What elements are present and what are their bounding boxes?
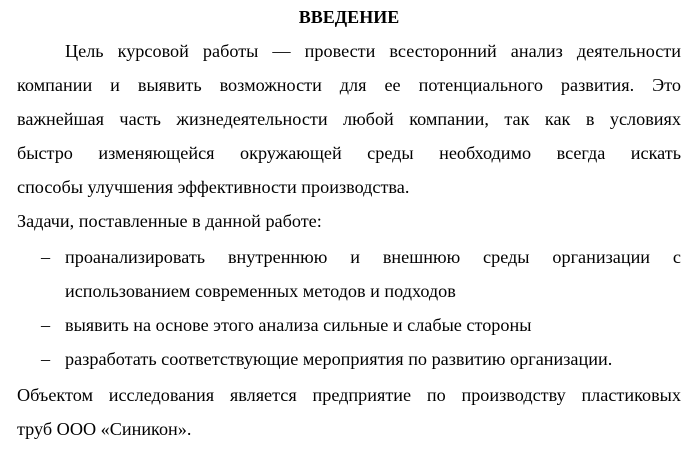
bullet-dash: – bbox=[41, 315, 51, 335]
task-item-3-text: разработать соответствующие мероприятия по развитию организации. bbox=[65, 349, 613, 369]
object-line-2: труб ООО «Синикон». bbox=[17, 419, 192, 439]
bullet-dash: – bbox=[41, 349, 51, 369]
document-title: ВВЕДЕНИЕ bbox=[298, 7, 400, 27]
task-item-1-line-2: использованием современных методов и подходов bbox=[65, 281, 456, 301]
object-line-1: Объектом исследования является предприятие по производству пластиковых bbox=[17, 385, 681, 405]
bullet-dash: – bbox=[41, 247, 51, 267]
intro-line-3: важнейшая часть жизнедеятельности любой компании, так как в условиях bbox=[17, 109, 681, 129]
intro-line-2: компании и выявить возможности для ее потенциального развития. Это bbox=[17, 75, 681, 95]
tasks-intro: Задачи, поставленные в данной работе: bbox=[17, 211, 322, 231]
task-item-2-text: выявить на основе этого анализа сильные и слабые стороны bbox=[65, 315, 532, 335]
intro-line-4: быстро изменяющейся окружающей среды необходимо всегда искать bbox=[17, 143, 681, 163]
task-item-1-line-1: проанализировать внутреннюю и внешнюю среды организации с bbox=[65, 247, 681, 267]
intro-line-5: способы улучшения эффективности производства. bbox=[17, 177, 410, 197]
intro-line-1: Цель курсовой работы — провести всесторонний анализ деятельности bbox=[65, 41, 681, 61]
